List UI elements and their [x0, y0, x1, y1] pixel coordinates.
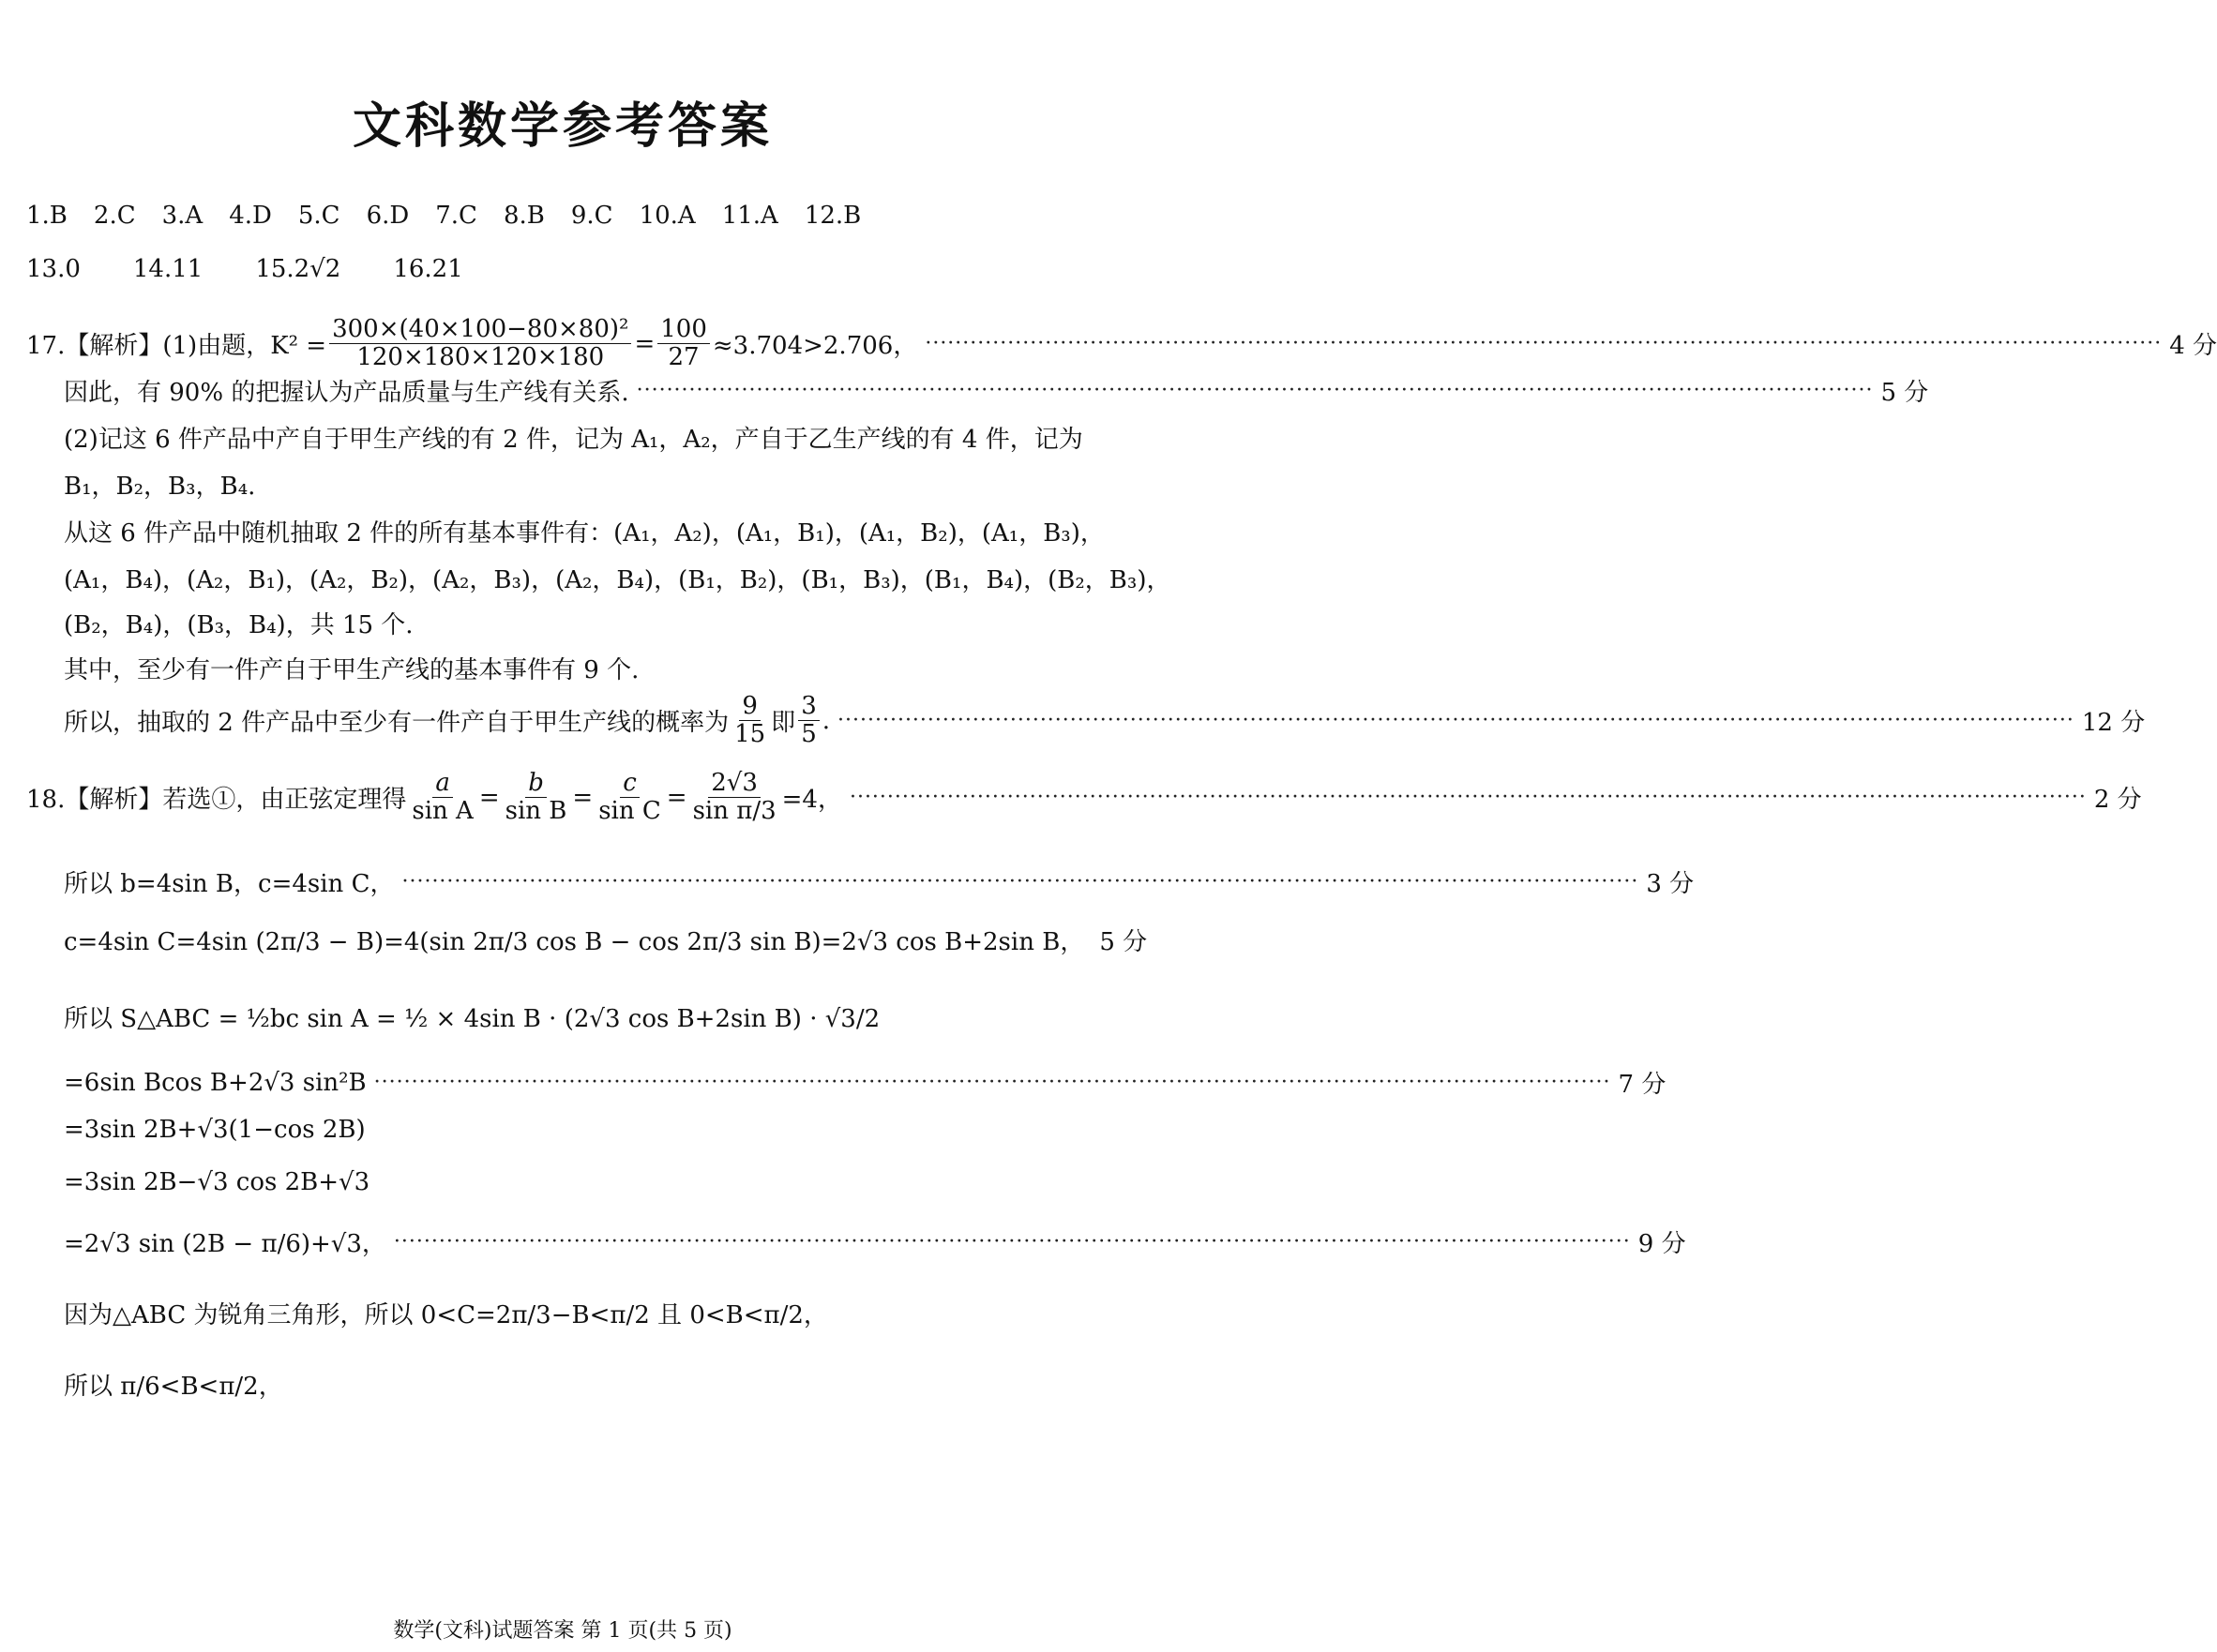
q17-line-5: 从这 6 件产品中随机抽取 2 件的所有基本事件有：(A₁，A₂)，(A₁，B₁)，(A₁，B₂)，(A₁，B₃)， [64, 519, 1105, 548]
answer-item: 3.A [161, 202, 204, 230]
answer-item: 7.C [435, 202, 477, 230]
fraction-denominator: 15 [734, 720, 766, 749]
q18-line-1 [26, 769, 2142, 826]
q18-line-8 [64, 1224, 1686, 1259]
q17-line-9 [64, 692, 2146, 749]
dot-leader [637, 379, 1874, 402]
sine-law-fraction [503, 771, 570, 825]
page-title: 文科数学参考答案 [352, 98, 773, 155]
dot-leader [374, 1071, 1611, 1094]
probability-fraction [798, 694, 820, 748]
q17-text: 因此，有 90% 的把握认为产品质量与生产线有关系. [64, 379, 629, 407]
score-label: 5 分 [1099, 928, 1148, 956]
sine-law-fraction [596, 771, 664, 825]
fraction-denominator: 5 [801, 720, 817, 749]
fraction-numerator: 3 [798, 694, 820, 721]
q17-line-4: B₁，B₂，B₃，B₄. [64, 473, 256, 501]
page-footer: 数学(文科)试题答案 第 1 页(共 5 页) [393, 1619, 732, 1643]
answer-item: 15.2√2 [255, 255, 341, 283]
q18-text: 若选①，由正弦定理得 [162, 786, 407, 815]
dot-leader [837, 709, 2074, 732]
answer-item: 2.C [93, 202, 136, 230]
q18-line-4: 所以 S△ABC = ½bc sin A = ½ × 4sin B · (2√3 cos B+2sin B) · √3/2 [64, 1005, 881, 1033]
answer-item: 12.B [804, 202, 862, 230]
answer-item: 13.0 [26, 255, 81, 283]
fraction-denominator: sin A [412, 797, 474, 826]
answer-item: 6.D [366, 202, 410, 230]
q18-line-10: 所以 π/6<B<π/2， [64, 1373, 283, 1401]
k2-result-fraction [657, 317, 710, 371]
answer-item: 1.B [26, 202, 68, 230]
q18-line-5 [64, 1065, 1667, 1100]
q17-line-6: (A₁，B₄)，(A₂，B₁)，(A₂，B₂)，(A₂，B₃)，(A₂，B₄)，(B₁，B₂)，(B₁，B₃)，(B₁，B₄)，(B₂，B₃)， [64, 566, 1171, 594]
q17-text: 即 [771, 709, 796, 738]
answer-item: 5.C [297, 202, 340, 230]
q18-line-2 [64, 864, 1695, 899]
q18-text: =4， [781, 786, 842, 815]
equals: = [478, 783, 500, 812]
dot-leader [850, 786, 2087, 809]
fraction-numerator: c [620, 771, 640, 798]
q18-line-9: 因为△ABC 为锐角三角形，所以 0<C=2π/3−B<π/2 且 0<B<π/2， [64, 1301, 828, 1329]
k2-fraction [329, 317, 631, 371]
score-label: 9 分 [1637, 1230, 1686, 1258]
q17-line-1 [26, 315, 2217, 372]
q17-line-2 [64, 373, 1929, 408]
score-label: 7 分 [1618, 1071, 1667, 1099]
q18-text: c=4sin C=4sin (2π/3 − B)=4(sin 2π/3 cos B − cos 2π/3 sin B)=2√3 cos B+2sin B， [64, 928, 1085, 956]
q18-line-6: =3sin 2B+√3(1−cos 2B) [64, 1116, 366, 1144]
answer-item: 8.B [503, 202, 545, 230]
fraction-numerator: 100 [657, 317, 710, 344]
fraction-numerator: 9 [739, 694, 761, 721]
q17-text: (1)由题，K² = [162, 332, 327, 361]
sine-law-fraction [409, 771, 475, 825]
probability-fraction [731, 694, 768, 748]
answer-item: 11.A [721, 202, 778, 230]
dot-leader [925, 332, 2162, 355]
dot-leader [401, 870, 1638, 894]
q17-text: ≈3.704>2.706， [712, 332, 918, 361]
q17-line-7: (B₂，B₄)，(B₃，B₄)，共 15 个. [64, 611, 414, 639]
q18-line-7: =3sin 2B−√3 cos 2B+√3 [64, 1168, 370, 1196]
dot-leader [394, 1230, 1631, 1254]
equals: = [572, 783, 594, 812]
answer-item: 4.D [229, 202, 272, 230]
answer-item: 14.11 [132, 255, 204, 283]
fill-answers [26, 255, 1086, 283]
q17-text: 所以，抽取的 2 件产品中至少有一件产自于甲生产线的概率为 [64, 709, 730, 738]
q17-text: . [822, 706, 830, 735]
score-label: 5 分 [1880, 379, 1929, 407]
q18-text: 所以 b=4sin B，c=4sin C， [64, 870, 395, 898]
q17-number: 17.【解析】 [26, 332, 163, 361]
fraction-denominator: sin π/3 [692, 797, 777, 826]
fraction-numerator: a [432, 771, 453, 798]
q17-line-3: (2)记这 6 件产品中产自于甲生产线的有 2 件，记为 A₁，A₂，产自于乙生产线的有 4 件，记为 [64, 426, 1083, 454]
equals: = [666, 783, 687, 812]
q17-line-8: 其中，至少有一件产自于甲生产线的基本事件有 9 个. [64, 656, 640, 684]
q18-line-3 [64, 923, 1148, 957]
answer-item: 9.C [570, 202, 613, 230]
fraction-denominator: 120×180×120×180 [356, 343, 605, 372]
fraction-numerator: 300×(40×100−80×80)² [329, 317, 631, 344]
fraction-numerator: b [525, 771, 547, 798]
score-label: 3 分 [1646, 870, 1695, 898]
answer-item: 10.A [639, 202, 696, 230]
choice-answers [26, 202, 1086, 230]
fraction-denominator: sin B [505, 797, 567, 826]
score-label: 2 分 [2093, 786, 2142, 815]
score-label: 12 分 [2081, 709, 2146, 738]
score-label: 4 分 [2169, 332, 2217, 361]
fraction-denominator: sin C [598, 797, 661, 826]
q18-text: =6sin Bcos B+2√3 sin²B [64, 1068, 367, 1097]
q18-text: =2√3 sin (2B − π/6)+√3， [64, 1230, 386, 1258]
fraction-denominator: 27 [668, 343, 700, 372]
sine-law-fraction [690, 771, 779, 825]
fraction-numerator: 2√3 [708, 771, 761, 798]
q18-number: 18.【解析】 [26, 786, 163, 815]
answer-item: 16.21 [393, 255, 463, 283]
equals: = [634, 329, 656, 358]
